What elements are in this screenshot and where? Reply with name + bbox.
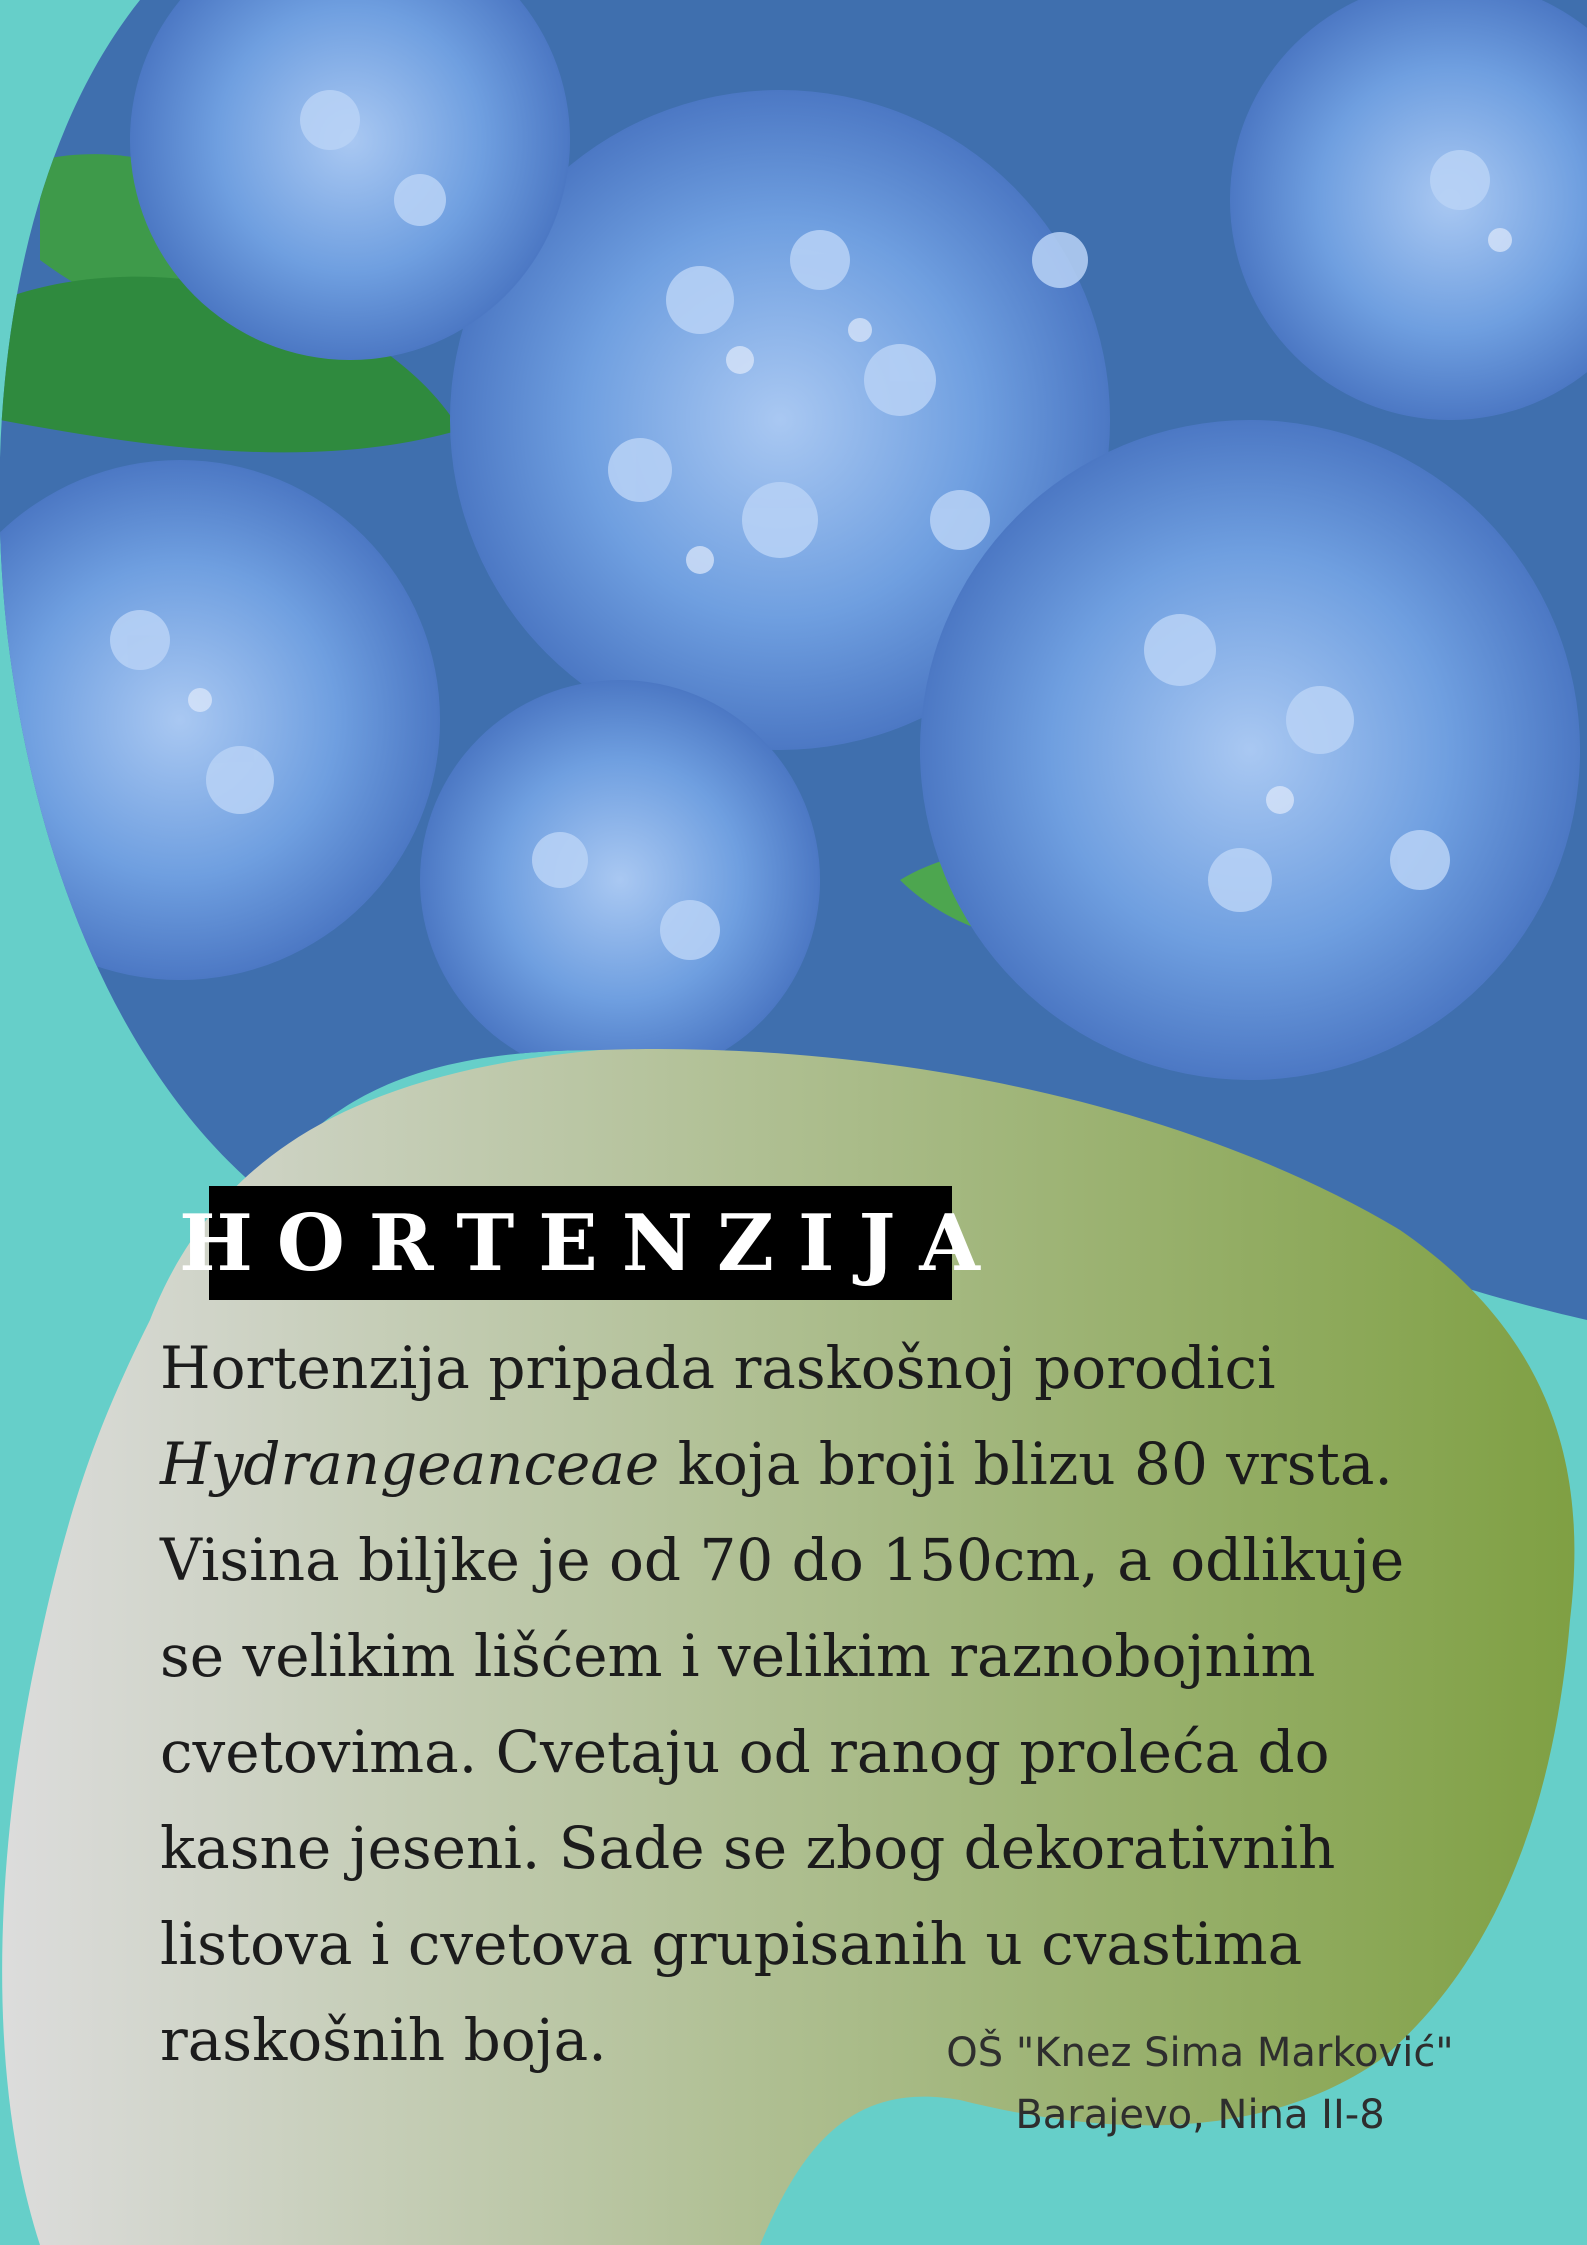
body-line: listova i cvetova grupisanih u cvastima — [160, 1910, 1303, 1978]
title-banner — [179, 1186, 1004, 1300]
body-line — [160, 1416, 1500, 1512]
description-paragraph — [160, 1320, 1500, 2088]
school-name: OŠ "Knez Sima Marković" — [946, 2030, 1454, 2076]
body-line: raskošnih boja. — [160, 2006, 607, 2074]
body-line-rest: koja broji blizu 80 vrsta. — [659, 1430, 1393, 1498]
body-line: cvetovima. Cvetaju od ranog proleća do — [160, 1718, 1330, 1786]
body-line: Hortenzija pripada raskošnoj porodici — [160, 1334, 1276, 1402]
author-signature — [880, 2022, 1520, 2146]
body-line: Visina biljke je od 70 do 150cm, a odlikuje — [160, 1526, 1405, 1594]
latin-family-name: Hydrangeanceae — [160, 1430, 660, 1498]
page-title: HORTENZIJA — [179, 1197, 1004, 1289]
body-line: kasne jeseni. Sade se zbog dekorativnih — [160, 1814, 1336, 1882]
author-location: Barajevo, Nina II-8 — [1015, 2092, 1385, 2138]
body-line: se velikim lišćem i velikim raznobojnim — [160, 1622, 1316, 1690]
